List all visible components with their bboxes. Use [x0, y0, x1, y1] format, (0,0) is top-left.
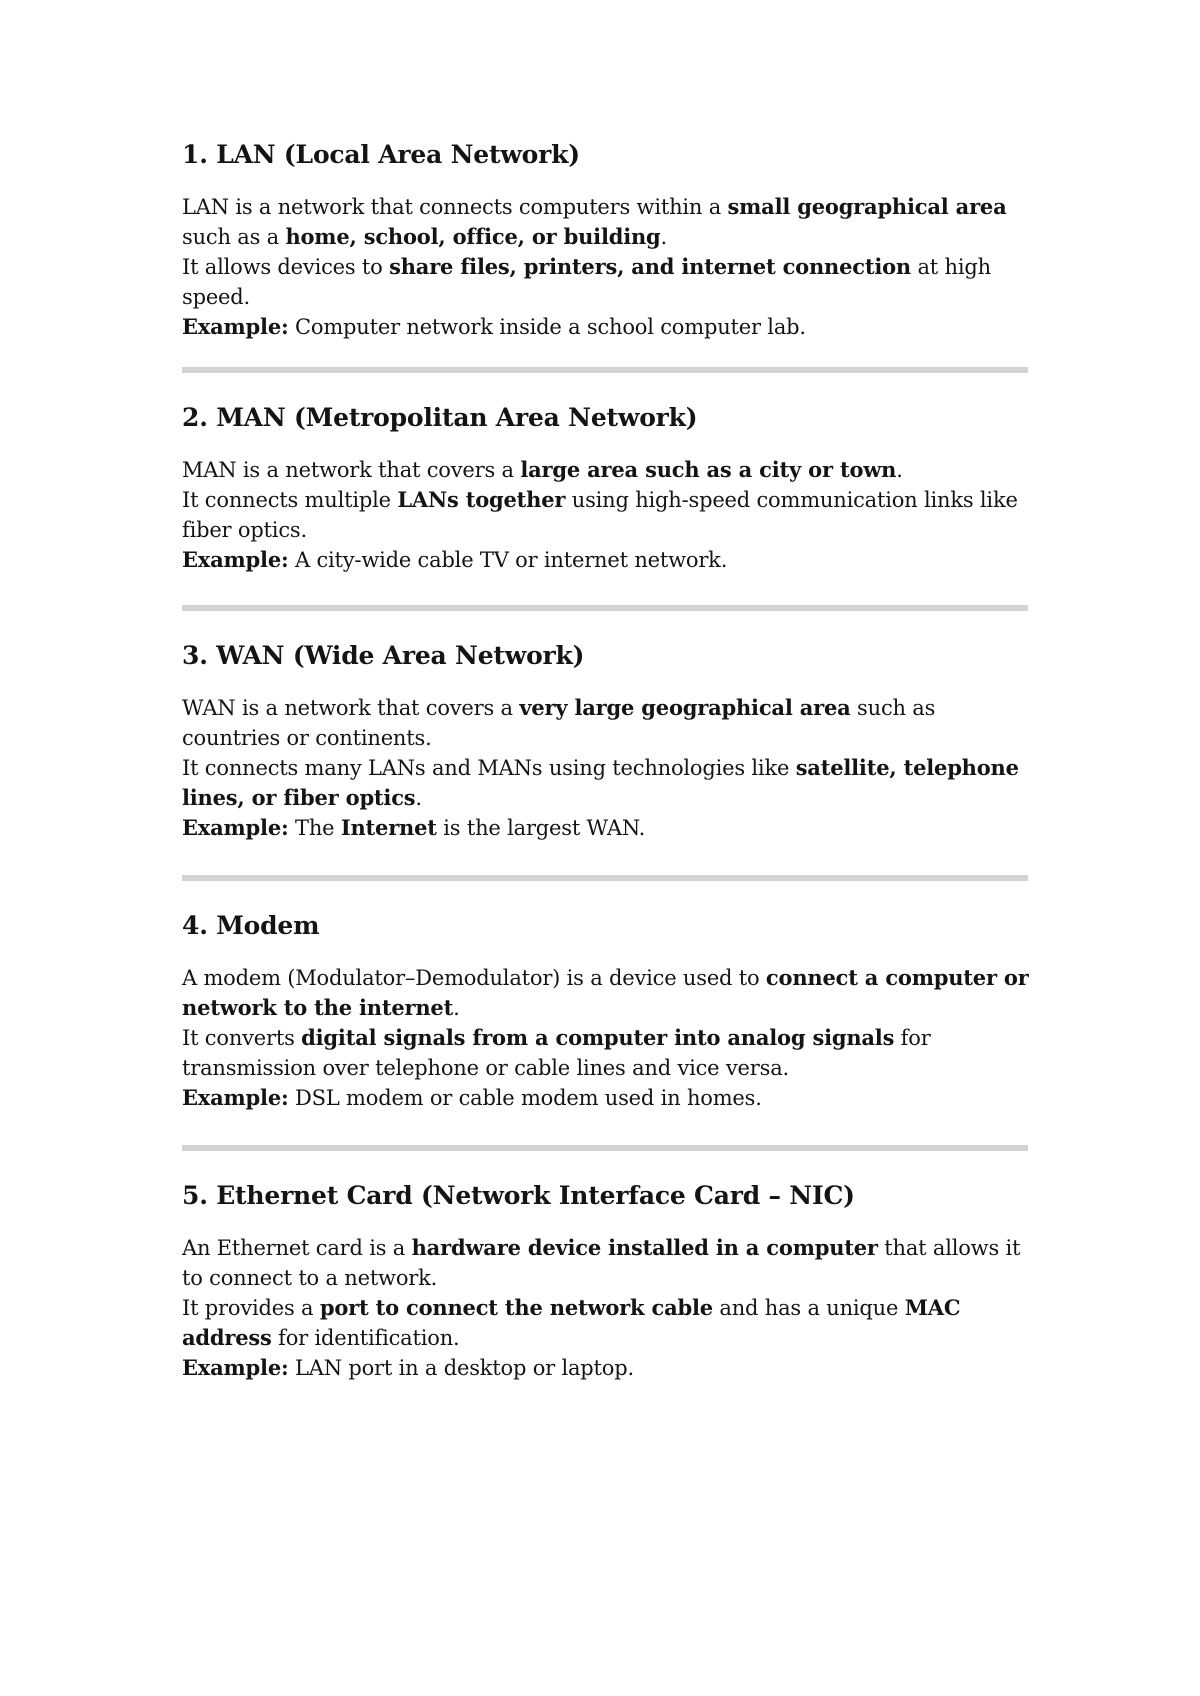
section-heading: 4. Modem	[182, 911, 320, 940]
body-text: It converts	[182, 1026, 302, 1050]
bold-text: port to connect the network cable	[319, 1295, 713, 1320]
body-text: MAN is a network that covers a	[182, 458, 521, 482]
section-body	[182, 693, 1032, 843]
section-body	[182, 455, 1032, 575]
body-text: such as a	[182, 225, 286, 249]
body-paragraph	[182, 1233, 1032, 1293]
body-text: DSL modem or cable modem used in homes.	[288, 1086, 762, 1110]
bold-text: hardware device installed in a computer	[411, 1235, 878, 1260]
bold-text: small geographical area	[727, 194, 1007, 219]
section-modem	[182, 911, 1032, 1143]
section-divider	[182, 1145, 1028, 1151]
section-divider	[182, 367, 1028, 373]
body-text: It allows devices to	[182, 255, 390, 279]
body-text: that allows it to connect to a network.	[182, 1236, 1021, 1290]
body-text: Computer network inside a school computer lab.	[288, 315, 806, 339]
body-text: It provides a	[182, 1296, 320, 1320]
body-paragraph	[182, 485, 1032, 545]
bold-text: Example:	[182, 1085, 289, 1110]
body-text: LAN is a network that connects computers within a	[182, 195, 728, 219]
body-text: .	[415, 786, 422, 810]
section-wan	[182, 641, 1032, 873]
bold-text: share files, printers, and internet connection	[389, 254, 911, 279]
section-ethernet-card	[182, 1181, 1032, 1413]
bold-text: very large geographical area	[519, 695, 851, 720]
body-paragraph	[182, 813, 1032, 843]
bold-text: Example:	[182, 547, 289, 572]
body-text: for identification.	[271, 1326, 460, 1350]
section-lan	[182, 140, 1032, 362]
bold-text: digital signals from a computer into analog signals	[301, 1025, 895, 1050]
section-divider	[182, 605, 1028, 611]
body-text: LAN port in a desktop or laptop.	[288, 1356, 634, 1380]
section-body	[182, 192, 1032, 342]
body-text: It connects multiple	[182, 488, 398, 512]
body-paragraph	[182, 693, 1032, 753]
body-text: .	[453, 996, 460, 1020]
body-text: It connects many LANs and MANs using technologies like	[182, 756, 796, 780]
body-text: The	[288, 816, 341, 840]
bold-text: MAC address	[182, 1295, 961, 1350]
body-text: at high speed.	[182, 255, 991, 309]
document-page	[182, 140, 1032, 1413]
bold-text: Example:	[182, 815, 289, 840]
body-paragraph	[182, 455, 1032, 485]
section-heading: 2. MAN (Metropolitan Area Network)	[182, 403, 698, 432]
bold-text: connect a computer or network to the internet	[182, 965, 1029, 1020]
body-text: WAN is a network that covers a	[182, 696, 520, 720]
bold-text: Example:	[182, 1355, 289, 1380]
body-paragraph	[182, 312, 1032, 342]
body-paragraph	[182, 1353, 1032, 1383]
body-text: .	[896, 458, 903, 482]
section-body	[182, 963, 1032, 1113]
body-text: .	[660, 225, 668, 249]
body-text: such as countries or continents.	[182, 696, 936, 750]
body-text: A city-wide cable TV or internet network.	[288, 548, 728, 572]
body-paragraph	[182, 1083, 1032, 1113]
body-paragraph	[182, 545, 1032, 575]
section-man	[182, 403, 1032, 603]
section-heading: 1. LAN (Local Area Network)	[182, 140, 580, 169]
section-divider	[182, 875, 1028, 881]
body-paragraph	[182, 963, 1032, 1023]
body-paragraph	[182, 1293, 1032, 1353]
body-text: is the largest WAN.	[436, 816, 646, 840]
body-text: using high-speed communication links like fiber optics.	[182, 488, 1018, 542]
body-text: An Ethernet card is a	[182, 1236, 412, 1260]
body-text: A modem (Modulator–Demodulator) is a device used to	[182, 966, 766, 990]
body-paragraph	[182, 1023, 1032, 1083]
bold-text: home, school, office, or building	[285, 224, 661, 249]
bold-text: LANs together	[397, 487, 566, 512]
bold-text: large area such as a city or town	[520, 457, 897, 482]
bold-text: satellite, telephone lines, or fiber optics	[182, 755, 1019, 810]
body-paragraph	[182, 192, 1032, 252]
body-text: for transmission over telephone or cable lines and vice versa.	[182, 1026, 931, 1080]
section-body	[182, 1233, 1032, 1383]
body-paragraph	[182, 753, 1032, 813]
bold-text: Internet	[340, 815, 437, 840]
section-heading: 5. Ethernet Card (Network Interface Card – NIC)	[182, 1181, 855, 1210]
section-heading: 3. WAN (Wide Area Network)	[182, 641, 585, 670]
body-text: and has a unique	[712, 1296, 905, 1320]
body-paragraph	[182, 252, 1032, 312]
bold-text: Example:	[182, 314, 289, 339]
